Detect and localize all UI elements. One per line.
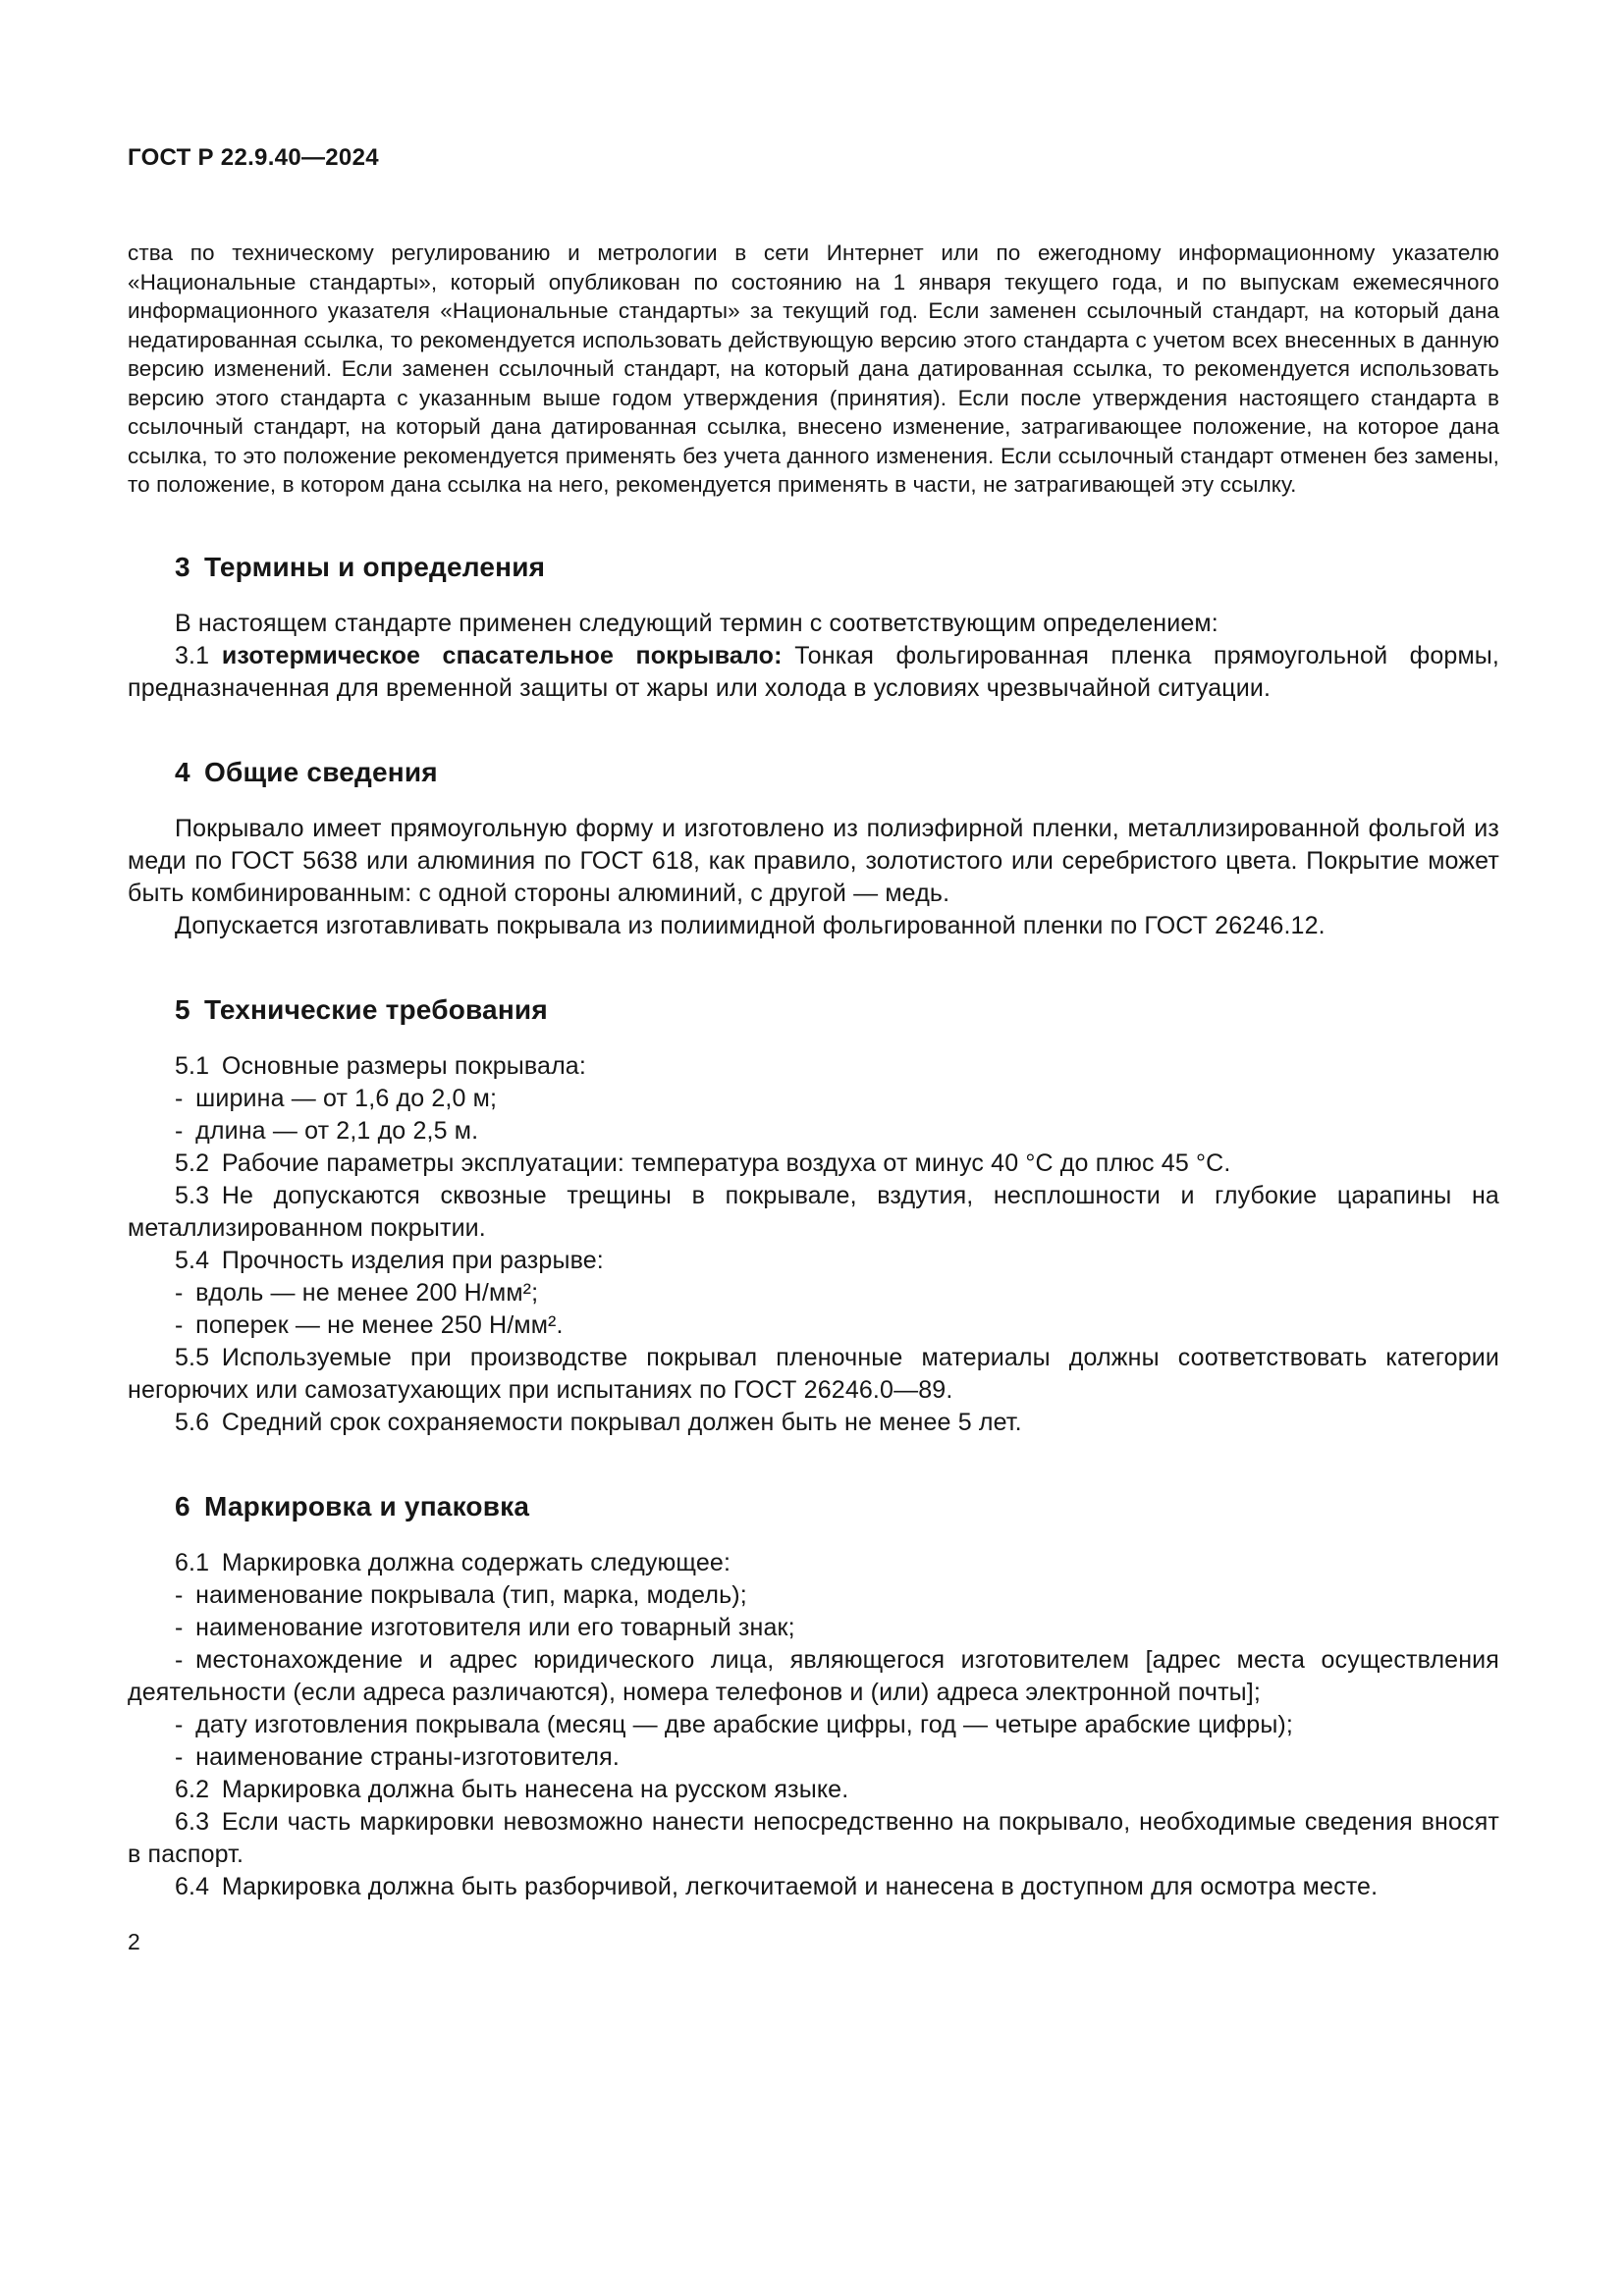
clause-5-4: 5.4 Прочность изделия при разрыве: — [175, 1246, 604, 1274]
section-3-lead-paragraph: В настоящем стандарте применен следующий термин с соответствующим определением: — [175, 609, 1218, 637]
clause-6-1-item-name: - наименование покрывала (тип, марка, модель); — [175, 1580, 747, 1609]
section-3-heading: 3 Термины и определения — [175, 551, 546, 582]
clause-6-3: 6.3 Если часть маркировки невозможно нанести непосредственно на покрывало, необходимые сведения вносят в паспорт. — [128, 1807, 1499, 1868]
section-6-heading: 6 Маркировка и упаковка — [175, 1490, 530, 1522]
clause-5-4-item-across: - поперек — не менее 250 Н/мм². — [175, 1310, 564, 1339]
clause-3-1-term-definition — [128, 640, 1499, 705]
clause-5-1-item-length: - длина — от 2,1 до 2,5 м. — [175, 1116, 479, 1145]
term-definition-text: Тонкая фольгированная пленка прямоугольной формы, предназначенная для временной защиты от жары или холода в условиях чрезвычайной ситуации. — [128, 641, 1500, 702]
clause-6-1-item-date: - дату изготовления покрывала (месяц — две арабские цифры, год — четыре арабские цифры); — [175, 1710, 1294, 1738]
clause-5-5: 5.5 Используемые при производстве покрывал пленочные материалы должны соответствовать категории негорючих или самозатухающих при испытаниях по ГОСТ 26246.0—89. — [128, 1343, 1499, 1404]
term-number: 3.1 — [175, 641, 222, 669]
clause-5-2: 5.2 Рабочие параметры эксплуатации: температура воздуха от минус 40 °С до плюс 45 °С. — [175, 1148, 1231, 1177]
clause-6-1: 6.1 Маркировка должна содержать следующее: — [175, 1548, 731, 1576]
page-number: 2 — [128, 1928, 140, 1954]
references-continuation-paragraph: ства по техническому регулированию и метрологии в сети Интернет или по ежегодному информационному указателю «Национальные стандарты», который опубликован по состоянию на 1 января текущего года, и по выпускам ежемесячного информационного указателя «Национальные стандарты» за текущий год. Если заменен ссылочный стандарт, на который дана недатированная ссылка, то рекомендуется использовать действующую версию этого стандарта с учетом всех внесенных в данную версию изменений. Если заменен ссылочный стандарт, на который дана датированная ссылка, то рекомендуется использовать версию этого стандарта с указанным выше годом утверждения (принятия). Если после утверждения настоящего стандарта в ссылочный стандарт, на который дана датированная ссылка, внесено изменение, затрагивающее положение, на которое дана ссылка, то это положение рекомендуется применять без учета данного изменения. Если ссылочный стандарт отменен без замены, то положение, в котором дана ссылка на него, рекомендуется применять в части, не затрагивающей эту ссылку. — [128, 240, 1499, 497]
clause-6-4: 6.4 Маркировка должна быть разборчивой, легкочитаемой и нанесена в доступном для осмотра месте. — [175, 1872, 1379, 1900]
clause-6-2: 6.2 Маркировка должна быть нанесена на русском языке. — [175, 1775, 849, 1803]
clause-6-1-item-country: - наименование страны-изготовителя. — [175, 1742, 620, 1771]
page-content — [128, 144, 1499, 1954]
doc-code-header: ГОСТ Р 22.9.40—2024 — [128, 144, 379, 171]
section-4-paragraph-1: Покрывало имеет прямоугольную форму и изготовлено из полиэфирной пленки, металлизированной фольгой из меди по ГОСТ 5638 или алюминия по ГОСТ 618, как правило, золотистого или серебристого цвета. Покрытие может быть комбинированным: с одной стороны алюминий, с другой — медь. — [128, 814, 1499, 907]
clause-6-1-item-manufacturer: - наименование изготовителя или его товарный знак; — [175, 1613, 795, 1641]
clause-5-1-item-width: - ширина — от 1,6 до 2,0 м; — [175, 1084, 498, 1112]
section-5-heading: 5 Технические требования — [175, 993, 548, 1025]
section-4-paragraph-2: Допускается изготавливать покрывала из полиимидной фольгированной пленки по ГОСТ 26246.12. — [175, 911, 1326, 939]
section-6-body — [128, 1547, 1499, 1903]
clause-5-6: 5.6 Средний срок сохраняемости покрывал должен быть не менее 5 лет. — [175, 1408, 1022, 1436]
clause-5-4-item-along: - вдоль — не менее 200 Н/мм²; — [175, 1278, 539, 1307]
clause-6-1-item-address: - местонахождение и адрес юридического лица, являющегося изготовителем [адрес места осуществления деятельности (если адреса различаются), номера телефонов и (или) адреса электронной почты]; — [128, 1645, 1499, 1706]
section-4-heading: 4 Общие сведения — [175, 756, 438, 787]
clause-5-3: 5.3 Не допускаются сквозные трещины в покрывале, вздутия, несплошности и глубокие царапины на металлизированном покрытии. — [128, 1181, 1499, 1242]
clause-5-1: 5.1 Основные размеры покрывала: — [175, 1051, 586, 1080]
section-5-body — [128, 1050, 1499, 1439]
term-name: изотермическое спасательное покрывало: — [221, 641, 795, 669]
